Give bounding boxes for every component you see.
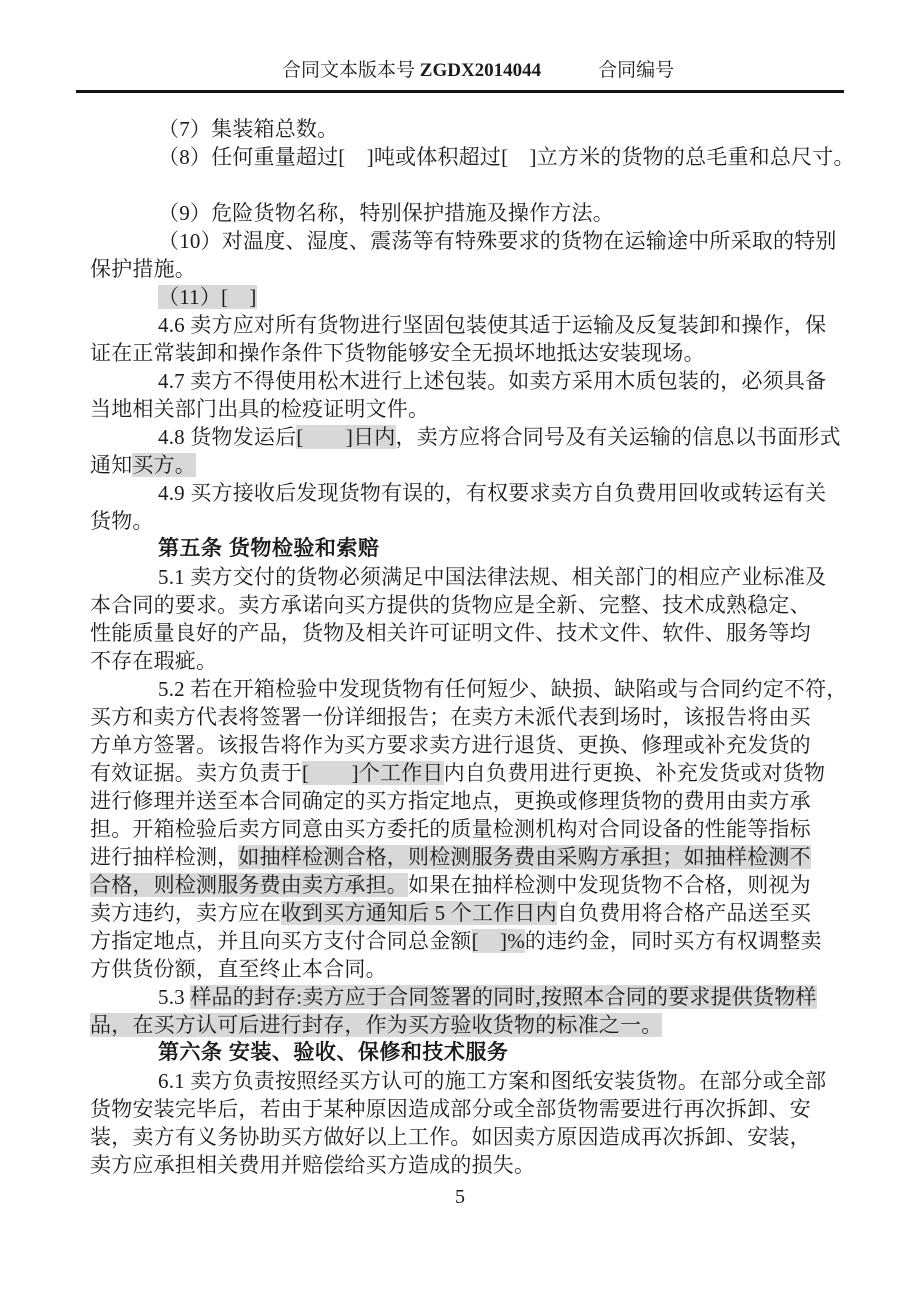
- text-run: 6.1 卖方负责按照经买方认可的施工方案和图纸安装货物。在部分或全部: [158, 1069, 827, 1093]
- text-line: [90, 703, 830, 731]
- text-line: [90, 395, 830, 423]
- text-line: [90, 143, 855, 171]
- text-run: （8）任何重量超过[ ]吨或体积超过[ ]立方米的货物的总毛重和总尺寸。: [158, 145, 855, 169]
- text-run: 货物安装完毕后，若由于某种原因造成部分或全部货物需要进行再次拆卸、安: [90, 1097, 811, 1121]
- page-number: 5: [455, 1186, 465, 1208]
- text-run: 担。开箱检验后卖方同意由买方委托的质量检测机构对合同设备的性能等指标: [90, 817, 811, 841]
- text-run: 性能质量良好的产品，货物及相关许可证明文件、技术文件、软件、服务等均: [90, 621, 811, 645]
- text-line: [90, 1151, 830, 1179]
- text-run: 当地相关部门出具的检疫证明文件。: [90, 397, 430, 421]
- text-line: [90, 815, 830, 843]
- highlighted-text: [ ]%: [471, 929, 525, 953]
- text-line: [90, 311, 830, 339]
- text-line: [90, 171, 830, 199]
- text-run: 方单方签署。该报告将作为买方要求卖方进行退货、更换、修理或补充发货的: [90, 733, 811, 757]
- text-run: 进行修理并送至本合同确定的买方指定地点，更换或修理货物的费用由卖方承: [90, 789, 811, 813]
- text-run: （7）集装箱总数。: [158, 117, 339, 141]
- text-run: 货物。: [90, 509, 154, 533]
- text-line: [90, 731, 830, 759]
- text-line: [90, 199, 830, 227]
- section-heading: [90, 535, 830, 563]
- text-line: [90, 423, 841, 451]
- highlighted-text: [ ]个工作日: [302, 761, 444, 785]
- highlighted-text: 合格，则检测服务费由卖方承担。: [90, 873, 408, 897]
- text-run: 卖方应承担相关费用并赔偿给买方造成的损失。: [90, 1153, 536, 1177]
- page-header: [76, 58, 844, 93]
- highlighted-text: 品，在买方认可后进行封存，作为买方验收货物的标准之一。: [90, 1013, 663, 1037]
- text-line: [90, 1123, 830, 1151]
- text-line: [90, 899, 830, 927]
- text-line: [90, 1095, 830, 1123]
- highlighted-text: 样品的封存:卖方应于合同签署的同时,按照本合同的要求提供货物样: [190, 985, 817, 1009]
- text-line: [90, 619, 830, 647]
- text-run: 的违约金，同时买方有权调整卖: [524, 929, 822, 953]
- highlighted-text: （11）[ ]: [158, 285, 257, 309]
- document-body: [90, 115, 855, 1179]
- text-line: [90, 675, 848, 703]
- text-run: 如果在抽样检测中发现货物不合格，则视为: [408, 873, 811, 897]
- text-line: [90, 367, 830, 395]
- text-run: 不存在瑕疵。: [90, 649, 218, 673]
- text-run: 方供货份额，直至终止本合同。: [90, 957, 387, 981]
- text-run: 有效证据。卖方负责于: [90, 761, 302, 785]
- text-line: [90, 955, 830, 983]
- text-run: 买方和卖方代表将签署一份详细报告；在卖方未派代表到场时，该报告将由买: [90, 705, 811, 729]
- text-run: 卖方违约，卖方应在: [90, 901, 281, 925]
- text-run: ，卖方应将合同号及有关运输的信息以书面形式: [395, 425, 841, 449]
- highlighted-text: 买方。: [132, 453, 197, 477]
- contract-version-code: ZGDX2014044: [419, 60, 542, 81]
- text-run: 进行抽样检测，: [90, 845, 239, 869]
- text-line: [90, 787, 830, 815]
- highlighted-text: 如抽样检测合格，则检测服务费由采购方承担；如抽样检测不: [238, 845, 811, 869]
- text-run: 通知: [90, 453, 133, 477]
- text-run: 方指定地点，并且向买方支付合同总金额: [90, 929, 472, 953]
- text-run: 4.6 卖方应对所有货物进行坚固包装使其适于运输及反复装卸和操作，保: [158, 313, 827, 337]
- text-line: [90, 983, 830, 1011]
- text-run: 第五条 货物检验和索赔: [158, 537, 380, 560]
- text-line: [90, 871, 830, 899]
- text-line: [90, 339, 830, 367]
- text-line: [90, 115, 830, 143]
- text-line: [90, 283, 830, 311]
- text-run: 4.7 卖方不得使用松木进行上述包装。如卖方采用木质包装的，必须具备: [158, 369, 827, 393]
- text-line: [90, 843, 830, 871]
- text-line: [90, 591, 830, 619]
- text-run: 5.2 若在开箱检验中发现货物有任何短少、缺损、缺陷或与合同约定不符，: [158, 677, 848, 701]
- text-run: 4.8 货物发运后: [158, 425, 297, 449]
- text-run: 内自负费用进行更换、补充发货或对货物: [443, 761, 826, 785]
- text-run: 证在正常装卸和操作条件下货物能够安全无损坏地抵达安装现场。: [90, 341, 705, 365]
- text-line: [90, 255, 830, 283]
- text-run: 第六条 安装、验收、保修和技术服务: [158, 1041, 509, 1064]
- text-run: 自负费用将合格产品送至买: [556, 901, 812, 925]
- contract-number-label: 合同编号: [598, 60, 675, 81]
- text-run: 5.1 卖方交付的货物必须满足中国法律法规、相关部门的相应产业标准及: [158, 565, 827, 589]
- highlighted-text: [ ]日内: [296, 425, 396, 449]
- text-run: （9）危险货物名称，特别保护措施及操作方法。: [158, 201, 614, 225]
- text-run: 保护措施。: [90, 257, 196, 281]
- text-line: [90, 479, 830, 507]
- text-line: [90, 227, 837, 255]
- text-line: [90, 1067, 830, 1095]
- text-line: [90, 507, 830, 535]
- contract-version-label: 合同文本版本号: [282, 60, 420, 81]
- text-line: [90, 759, 830, 787]
- text-run: 5.3: [158, 985, 191, 1009]
- text-run: 装，卖方有义务协助买方做好以上工作。如因卖方原因造成再次拆卸、安装，: [90, 1125, 811, 1149]
- contract-version: [282, 58, 541, 83]
- text-line: [90, 927, 830, 955]
- text-run: （10）对温度、湿度、震荡等有特殊要求的货物在运输途中所采取的特别: [158, 229, 837, 253]
- text-line: [90, 647, 830, 675]
- highlighted-text: 收到买方通知后 5 个工作日内: [280, 901, 557, 925]
- text-line: [90, 563, 830, 591]
- text-run: 4.9 买方接收后发现货物有误的，有权要求卖方自负费用回收或转运有关: [158, 481, 827, 505]
- text-line: [90, 451, 830, 479]
- section-heading: [90, 1039, 830, 1067]
- text-run: 本合同的要求。卖方承诺向买方提供的货物应是全新、完整、技术成熟稳定、: [90, 593, 811, 617]
- text-line: [90, 1011, 830, 1039]
